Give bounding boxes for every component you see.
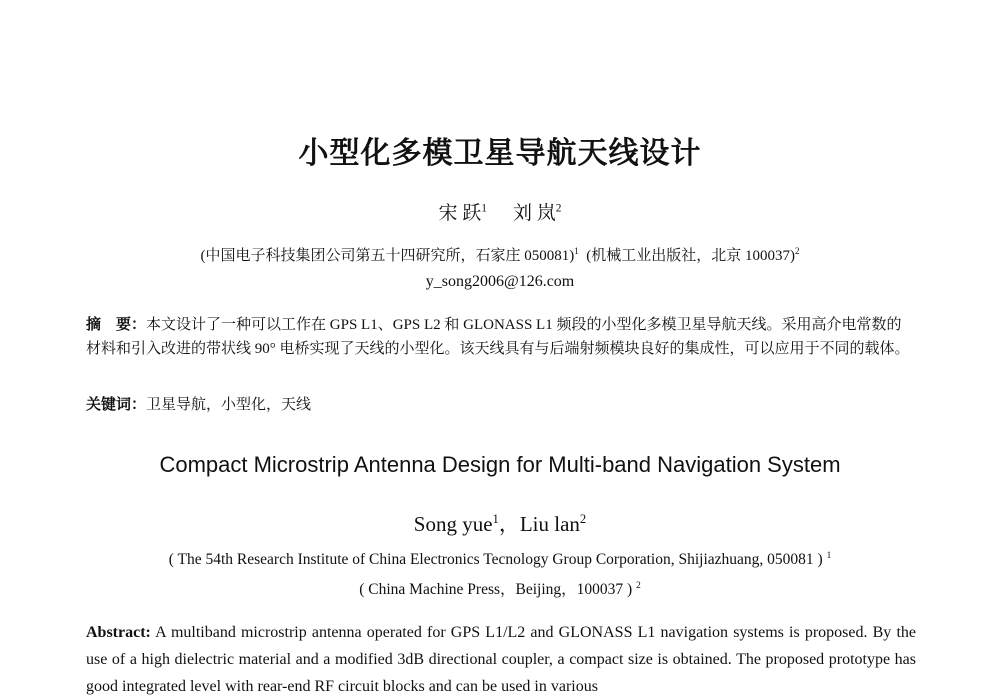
english-affiliation-2 bbox=[0, 577, 1000, 599]
english-affiliation-1-text: ( The 54th Research Institute of China Electronics Tecnology Group Corporation, Shijiazhuang, 050081 ) bbox=[168, 551, 823, 569]
english-author-separator: ， bbox=[498, 512, 520, 536]
english-abstract-text: A multiband microstrip antenna operated for GPS L1/L2 and GLONASS L1 navigation systems is proposed. By the use of a high dielectric material and a modified 3dB directional coupler, a compact size is obtained. The proposed prototype has good integrated level with rear-end RF circuit blocks and can be used in various bbox=[86, 624, 916, 695]
chinese-abstract bbox=[86, 313, 916, 361]
chinese-abstract-text: 本文设计了一种可以工作在 GPS L1、GPS L2 和 GLONASS L1 频段的小型化多模卫星导航天线。采用高介电常数的材料和引入改进的带状线 90° 电桥实现了天线的小型化。该天线具有与后端射频模块良好的集成性，可以应用于不同的载体。 bbox=[86, 317, 910, 357]
chinese-author-2: 刘 岚 bbox=[513, 203, 556, 224]
chinese-abstract-label: 摘 要： bbox=[86, 317, 147, 333]
chinese-affiliation-2-sup: 2 bbox=[795, 246, 800, 256]
english-affiliation-1 bbox=[0, 551, 1000, 569]
chinese-author-1: 宋 跃 bbox=[438, 203, 482, 224]
english-affiliation-2-sup: 2 bbox=[636, 580, 641, 591]
author-email: y_song2006@126.com bbox=[425, 273, 575, 290]
chinese-affiliation-1-sup: 1 bbox=[574, 246, 579, 256]
chinese-affiliation-2: (机械工业出版社，北京 100037) bbox=[586, 248, 795, 264]
chinese-author-2-sup: 2 bbox=[555, 202, 562, 215]
chinese-author-1-sup: 1 bbox=[481, 202, 487, 215]
chinese-keywords-text: 卫星导航，小型化，天线 bbox=[146, 397, 312, 413]
chinese-affiliations bbox=[0, 244, 1000, 265]
english-author-2-sup: 2 bbox=[579, 512, 587, 526]
chinese-title: 小型化多模卫星导航天线设计 bbox=[298, 137, 702, 170]
english-affiliation-2-text: ( China Machine Press，Beijing，100037 ) bbox=[359, 581, 633, 598]
english-author-1: Song yue bbox=[413, 512, 493, 536]
english-title: Compact Microstrip Antenna Design for Multi-band Navigation System bbox=[159, 452, 841, 477]
chinese-affiliation-1: (中国电子科技集团公司第五十四研究所，石家庄 050081) bbox=[200, 248, 575, 264]
english-authors bbox=[0, 508, 1000, 538]
english-author-1-sup: 1 bbox=[492, 512, 499, 526]
chinese-keywords-label: 关键词： bbox=[86, 397, 147, 413]
english-affiliation-1-sup: 1 bbox=[826, 551, 832, 561]
chinese-authors bbox=[0, 198, 1000, 225]
chinese-keywords bbox=[86, 393, 916, 414]
english-abstract-label: Abstract: bbox=[86, 624, 151, 641]
english-author-2: Liu lan bbox=[519, 512, 580, 536]
